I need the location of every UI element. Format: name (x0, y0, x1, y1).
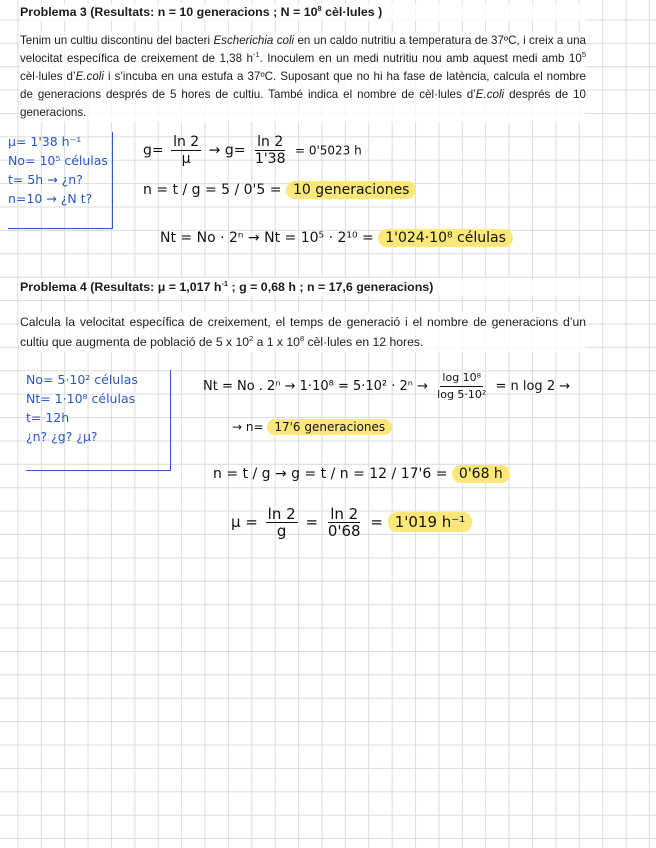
generations-equation: → n= 17'6 generaciones (232, 420, 392, 434)
given-t: t= 5h → ¿n? (8, 172, 83, 187)
final-cells-result-highlight: 1'024·10⁸ células (378, 229, 513, 247)
given-no: No= 10⁵ células (8, 153, 108, 168)
fraction-ln2-over-mu: $\frac{\ln 2}{\mu}$ (173, 134, 200, 167)
final-cells-equation: Nt = No · 2ⁿ → Nt = 10⁵ · 2¹⁰ = 1'024·10⁸ células (160, 230, 513, 246)
problem-3-title: Problema 3 (Resultats: n = 10 generacions ; $N = 10^8$ cèl·lules ) (20, 3, 586, 21)
problem-3-given-data (8, 132, 113, 229)
generations-equation: n = t / g = 5 / 0'5 = 10 generaciones (143, 182, 416, 198)
given-n: n=10 → ¿N t? (8, 191, 93, 206)
given-nt: Nt= 1·10⁸ células (26, 391, 136, 406)
growth-rate-result-highlight: 1'019 h⁻¹ (388, 512, 473, 532)
fraction-ln2-over-g: $\frac{\ln 2}{g}$ (267, 505, 296, 540)
growth-rate-equation: μ = $\frac{\ln 2}{g}$ = $\frac{\ln 2}{0'68}$ = 1'019 h⁻¹ (231, 506, 472, 539)
given-no: No= 5·10² células (26, 372, 138, 387)
problem-3-statement: Tenim un cultiu discontinu del bacteri Escherichia coli en un caldo nutritiu a temperatura de 37ºC, i creix a una velocitat específica de creixement de 1,38 $h^{-1}$. Inoculem en un medi nutritiu nou amb aquest medi amb $10^5$ cèl·lules d’E.coli i s’incuba en una estufa a 37ºC. Suposant que no hi ha fase de latència, calcula el nombre de generacions després de 5 hores de cultiu. També indica el nombre de cèl·lules d’E.coli després de 10 generacions. (20, 32, 586, 122)
generation-time-equation: g= $\frac{\ln 2}{\mu}$ → g= $\frac{\ln 2}{1'38}$ = 0'5023 h (143, 134, 362, 167)
generations-result-highlight: 10 generaciones (286, 181, 417, 199)
problem-4-title: Problema 4 (Resultats: μ = 1,017 $h^{-1}$ ; g = 0,68 h ; n = 17,6 generacions) (20, 278, 586, 296)
growth-equation: Nt = No . 2ⁿ → 1·10⁸ = 5·10² · 2ⁿ → $\frac{\text{log 10⁸}}{\text{log 5·10²}}$ = n log 2 → (203, 371, 571, 401)
fraction-log-ratio: $\frac{\text{log 10⁸}}{\text{log 5·10²}}$ (437, 371, 487, 401)
fraction-ln2-over-value: $\frac{\ln 2}{1'38}$ (254, 134, 286, 167)
problem-4-given-data (26, 370, 171, 471)
generations-result-highlight: 17'6 generaciones (267, 419, 392, 435)
problem-4-statement: Calcula la velocitat específica de creixement, el temps de generació i el nombre de generacions d’un cultiu que augmenta de població de 5 x $10^2$ a 1 x $10^8$ cèl·lules en 12 hores. (20, 312, 586, 352)
generation-time-result-highlight: 0'68 h (452, 465, 510, 483)
fraction-ln2-over-value: $\frac{\ln 2}{0'68}$ (327, 505, 361, 540)
generation-time-equation: n = t / g → g = t / n = 12 / 17'6 = 0'68 h (213, 466, 510, 482)
given-t: t= 12h (26, 410, 70, 425)
given-mu: μ= 1'38 h⁻¹ (8, 134, 82, 149)
given-unknowns: ¿n? ¿g? ¿μ? (26, 429, 98, 444)
